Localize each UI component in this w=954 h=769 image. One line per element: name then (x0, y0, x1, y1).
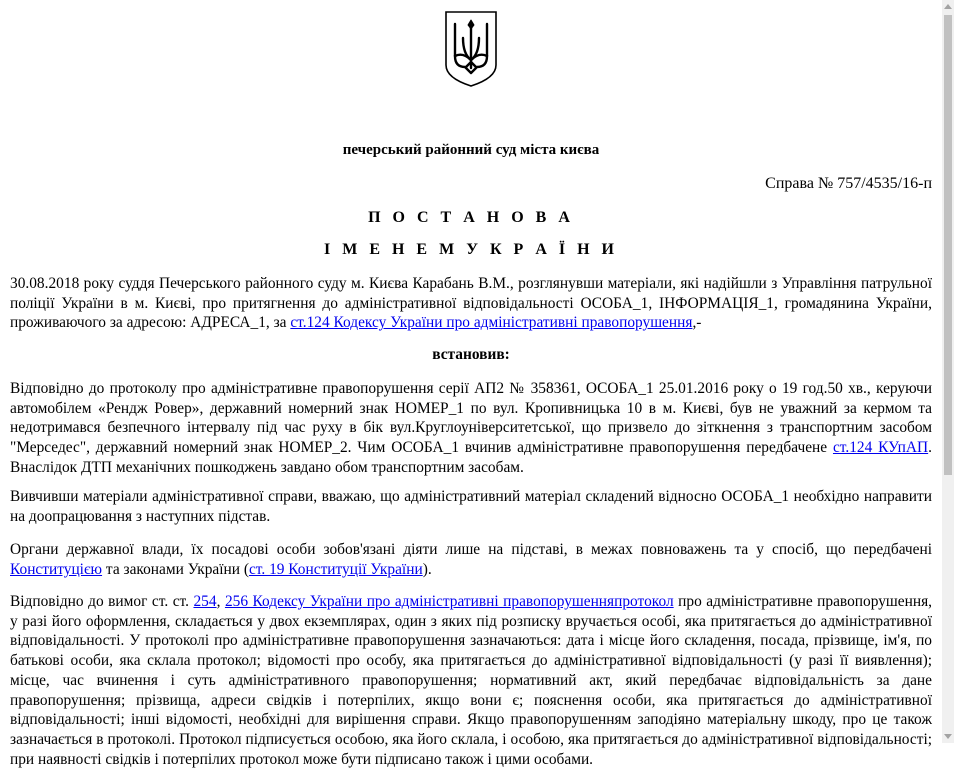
requirements-paragraph (10, 592, 932, 769)
law-link-art19-constitution[interactable]: ст. 19 Конституції України (248, 560, 423, 578)
scroll-up-icon[interactable] (944, 4, 952, 9)
ukraine-trident-emblem (443, 10, 499, 87)
protocol-text: Відповідно до протоколу про адміністративне правопорушення серії АП2 № 358361, ОСОБА_1 25.01.2016 року о 19 год.50 хв., керуючи автомобілем «Рендж Ровер», державний номерний знак НОМЕР_1 по вул. Кропивницька 10 в м. Києві, був не уважний за кермом та недотримався безпечного інтервалу під час руху в бік вул.Круглоуніверситетської, що призвело до зіткнення з транспортним засобом "Мерседес", державний номерний знак НОМЕР_2. Чим ОСОБА_1 вчинив адміністративне правопорушення передбачене (10, 380, 932, 457)
authority-tail: ). (422, 560, 432, 578)
protocol-paragraph (10, 379, 932, 478)
authority-text: Органи державної влади, їх посадові особи зобов'язані діяти лише на підставі, в межах повноважень та у спосіб, що передбачені (10, 541, 932, 558)
law-link-art256-code[interactable]: 256 Кодексу України про адміністративні правопорушенняпротокол (224, 593, 674, 610)
document-title: П О С Т А Н О В А (368, 209, 574, 226)
scroll-down-icon[interactable] (944, 734, 952, 739)
document-subtitle: І М Е Н Е М У К Р А Ї Н И (323, 241, 618, 258)
protocol-tail: . Внаслідок ДТП механічних пошкоджень завдано обом транспортним засобам. (10, 439, 932, 476)
intro-paragraph (10, 274, 932, 333)
requirements-text: Відповідно до вимог ст. ст. (10, 593, 194, 610)
requirements-tail: про адміністративне правопорушення, у разі його оформлення, складається у двох екземплярах, один з яких під розписку вручається особі, яка притягається до адміністративної відповідальності. У протоколі про адміністративне правопорушення зазначаються: дата і місце його складення, посада, прізвище, ім'я, по батькові особи, яка склала протокол; відомості про особу, яка притягається до адміністративної відповідальності (у разі її виявлення); місце, час вчинення і суть адміністративного правопорушення; нормативний акт, який передбачає відповідальність за дане правопорушення; прізвища, адреси свідків і потерпілих, якщо вони є; пояснення особи, яка притягається до адміністративної відповідальності; інші відомості, необхідні для вирішення справи. Якщо правопорушенням заподіяно матеріальну шкоду, про це також зазначається в протоколі. Протокол підписується особою, яка його склала, і особою, яка притягається до адміністративної відповідальності; при наявності свідків і потерпілих протокол може бути підписано також і цими особами. (10, 593, 932, 768)
review-paragraph (10, 487, 932, 526)
requirements-sep: , (216, 593, 225, 610)
established-heading: встановив: (432, 346, 510, 363)
court-name: печерський районний суд міста києва (342, 142, 600, 158)
authority-paragraph (10, 540, 932, 579)
law-link-art254[interactable]: 254 (193, 593, 217, 610)
law-link-art124-kupap[interactable]: ст.124 КУпАП (832, 439, 929, 457)
law-link-art124-code[interactable]: ст.124 Кодексу України про адміністративні правопорушення (290, 314, 693, 332)
case-number: Справа № 757/4535/16-п (765, 175, 932, 192)
scrollbar-thumb[interactable] (944, 15, 952, 475)
review-text: Вивчивши матеріали адміністративної справи, вважаю, що адміністративний матеріал складений відносно ОСОБА_1 необхідно направити на доопрацювання з наступних підстав. (10, 488, 932, 525)
vertical-scrollbar[interactable] (942, 0, 954, 743)
intro-text: 30.08.2018 року суддя Печерського районного суду м. Києва Карабань В.М., розглянувши матеріали, які надійшли з Управління патрульної поліції України в м. Києві, про притягнення до адміністративної відповідальності ОСОБА_1, ІНФОРМАЦІЯ_1, громадянина України, проживаючого за адресою: АДРЕСА_1, за (10, 275, 932, 332)
intro-tail: ,- (692, 314, 702, 332)
authority-mid: та законами України ( (102, 560, 249, 578)
law-link-constitution[interactable]: Конституцією (10, 560, 103, 578)
